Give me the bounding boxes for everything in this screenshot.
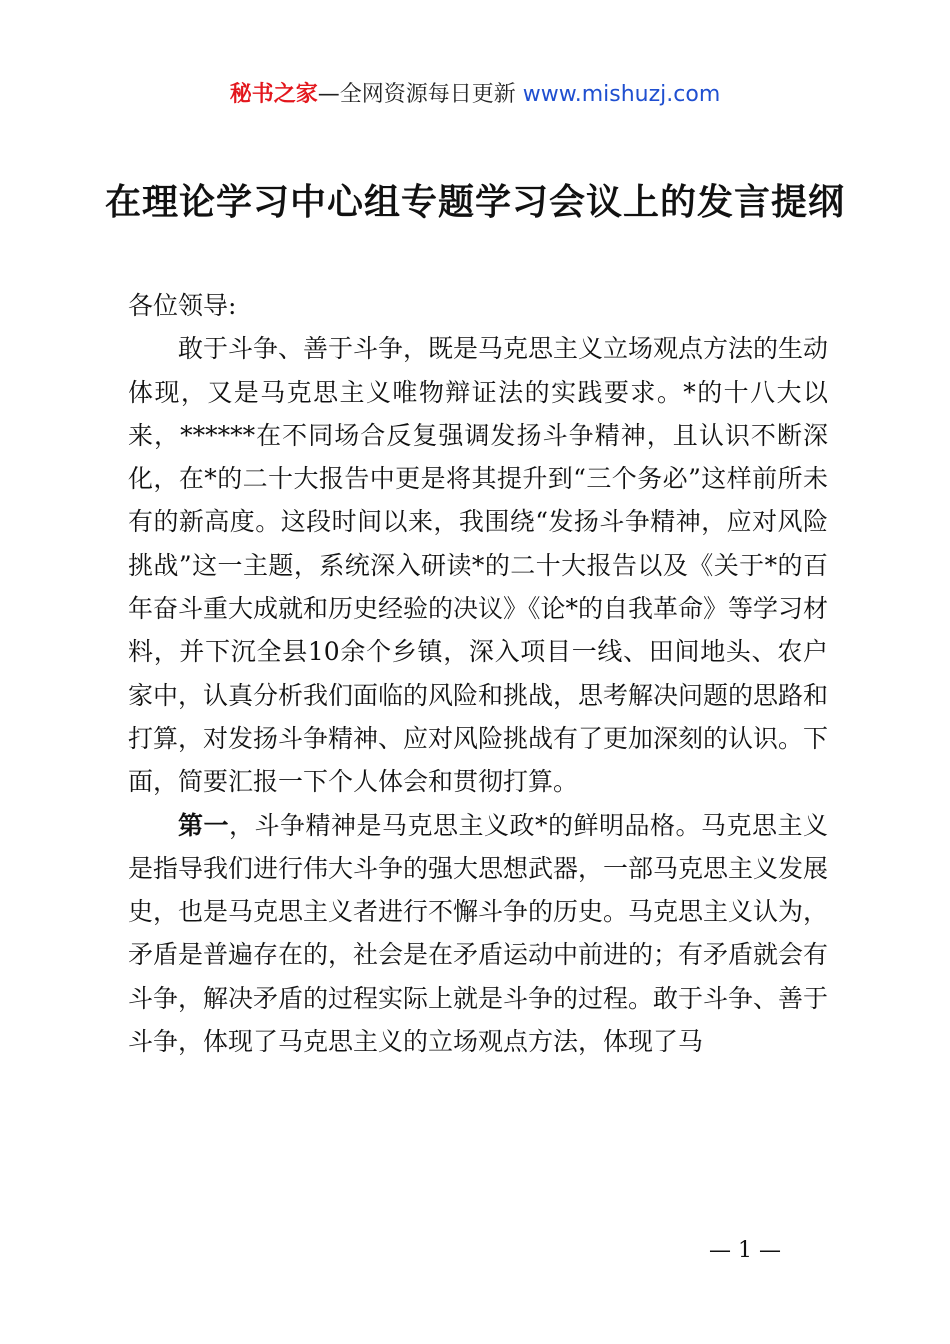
header-slogan: —全网资源每日更新 <box>317 82 516 107</box>
site-header <box>0 78 950 112</box>
paragraph-first <box>128 804 828 1064</box>
salutation: 各位领导: <box>128 291 237 320</box>
site-url-link[interactable]: www.mishuzj.com <box>522 82 721 107</box>
paragraph-first-text: ，斗争精神是马克思主义政*的鲜明品格。马克思主义是指导我们进行伟大斗争的强大思想武器，一部马克思主义发展史，也是马克思主义者进行不懈斗争的历史。马克思主义认为，矛盾是普遍存在的，社会是在矛盾运动中前进的；有矛盾就会有斗争，解决矛盾的过程实际上就是斗争的过程。敢于斗争、善于斗争，体现了马克思主义的立场观点方法，体现了马 <box>128 810 829 1057</box>
paragraph-intro: 敢于斗争、善于斗争，既是马克思主义立场观点方法的生动体现，又是马克思主义唯物辩证法的实践要求。*的十八大以来，******在不同场合反复强调发扬斗争精神，且认识不断深化，在*的二十大报告中更是将其提升到“三个务必”这样前所未有的新高度。这段时间以来，我围绕“发扬斗争精神，应对风险挑战”这一主题，系统深入研读*的二十大报告以及《关于*的百年奋斗重大成就和历史经验的决议》《论*的自我革命》等学习材料，并下沉全县10余个乡镇，深入项目一线、田间地头、农户家中，认真分析我们面临的风险和挑战，思考解决问题的思路和打算，对发扬斗争精神、应对风险挑战有了更加深刻的认识。下面，简要汇报一下个人体会和贯彻打算。 <box>128 334 829 797</box>
page-number: — 1 — <box>709 1238 781 1263</box>
document-title: 在理论学习中心组专题学习会议上的发言提纲 <box>104 181 845 223</box>
document-body <box>128 284 828 1063</box>
paragraph-lead: 第一 <box>178 810 229 840</box>
brand-name: 秘书之家 <box>229 82 318 107</box>
